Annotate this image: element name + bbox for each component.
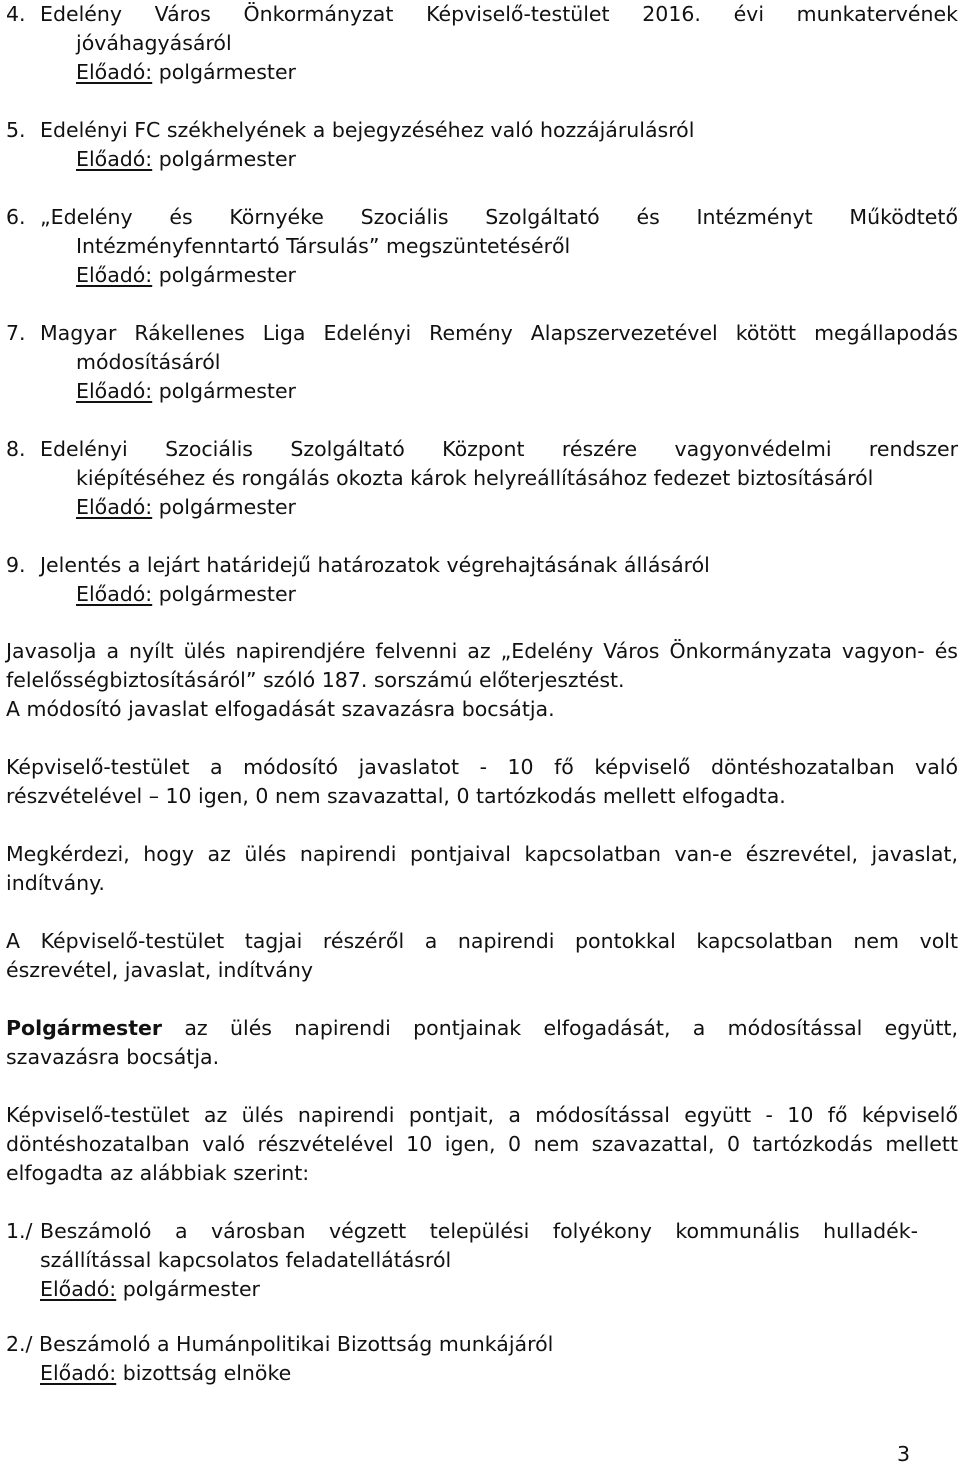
agenda-item-presenter: Előadó: polgármester (76, 379, 296, 403)
agenda-item-title: Edelényi FC székhelyének a bejegyzéséhez való hozzájárulásról (40, 118, 695, 142)
resolution-presenter: Előadó: bizottság elnöke (40, 1361, 292, 1385)
agenda-item-number: 6. (6, 205, 26, 229)
resolution-title: 2./ Beszámoló a Humánpolitikai Bizottság munkájáról (6, 1332, 554, 1356)
paragraph-agenda-accepted: Képviselő-testület az ülés napirendi pontjait, a módosítással együtt - 10 fő képviselő döntéshozatalban való részvételével 10 igen, 0 nem szavazattal, 0 tartózkodás mellett elfogadta az alábbiak szerint: (6, 1103, 958, 1185)
resolution-title-cont: szállítással kapcsolatos feladatellátásról (40, 1248, 452, 1272)
paragraph-proposal: Javasolja a nyílt ülés napirendjére felvenni az „Edelény Város Önkormányzata vagyon- és felelősségbiztosításáról” szóló 187. sorszámú előterjesztést. A módosító javaslat elfogadását szavazásra bocsátja. (6, 639, 958, 721)
agenda-item-7 (6, 319, 958, 406)
agenda-item-presenter: Előadó: polgármester (76, 60, 296, 84)
paragraph-vote-amendment: Képviselő-testület a módosító javaslatot - 10 fő képviselő döntéshozatalban való részvételével – 10 igen, 0 nem szavazattal, 0 tartózkodás mellett elfogadta. (6, 755, 958, 808)
paragraph-question: Megkérdezi, hogy az ülés napirendi pontjaival kapcsolatban van-e észrevétel, javaslat, indítvány. (6, 842, 958, 895)
agenda-item-9 (6, 551, 958, 609)
agenda-item-presenter: Előadó: polgármester (76, 263, 296, 287)
resolution-number: 1./ (6, 1219, 33, 1243)
paragraph-no-comments: A Képviselő-testület tagjai részéről a napirendi pontokkal kapcsolatban nem volt észrevétel, javaslat, indítvány (6, 929, 958, 982)
bold-mayor: Polgármester (6, 1016, 163, 1040)
agenda-item-presenter: Előadó: polgármester (76, 147, 296, 171)
agenda-item-title: Edelényi Szociális Szolgáltató Központ részére vagyonvédelmi rendszer (40, 437, 958, 461)
agenda-item-title-cont: módosításáról (76, 350, 221, 374)
agenda-item-title: Magyar Rákellenes Liga Edelényi Remény Alapszervezetével kötött megállapodás (40, 321, 958, 345)
agenda-item-title: „Edelény és Környéke Szociális Szolgáltató és Intézményt Működtető (40, 205, 958, 229)
agenda-item-6 (6, 203, 958, 290)
agenda-item-4 (6, 0, 958, 87)
agenda-item-8 (6, 435, 958, 522)
resolution-title: Beszámoló a városban végzett települési folyékony kommunális hulladék- (40, 1219, 918, 1243)
agenda-item-title-cont: jóváhagyásáról (76, 31, 232, 55)
agenda-item-number: 5. (6, 118, 26, 142)
agenda-item-number: 7. (6, 321, 26, 345)
resolution-item-1 (6, 1217, 958, 1304)
agenda-item-number: 8. (6, 437, 26, 461)
agenda-item-presenter: Előadó: polgármester (76, 582, 296, 606)
agenda-item-title-cont: kiépítéséhez és rongálás okozta károk helyreállításához fedezet biztosításáról (76, 466, 874, 490)
agenda-item-title-cont: Intézményfenntartó Társulás” megszüntetéséről (76, 234, 571, 258)
resolution-item-2 (6, 1330, 958, 1388)
paragraph-mayor-vote: Polgármester az ülés napirendi pontjainak elfogadását, a módosítással együtt, szavazásra bocsátja. (6, 1016, 958, 1069)
agenda-item-number: 4. (6, 2, 26, 26)
agenda-item-title: Jelentés a lejárt határidejű határozatok végrehajtásának állásáról (40, 553, 710, 577)
page-number: 3 (896, 1442, 910, 1466)
resolution-presenter: Előadó: polgármester (40, 1277, 260, 1301)
agenda-item-5 (6, 116, 958, 174)
agenda-item-presenter: Előadó: polgármester (76, 495, 296, 519)
agenda-item-title: Edelény Város Önkormányzat Képviselő-testület 2016. évi munkatervének (40, 2, 958, 26)
agenda-item-number: 9. (6, 553, 26, 577)
